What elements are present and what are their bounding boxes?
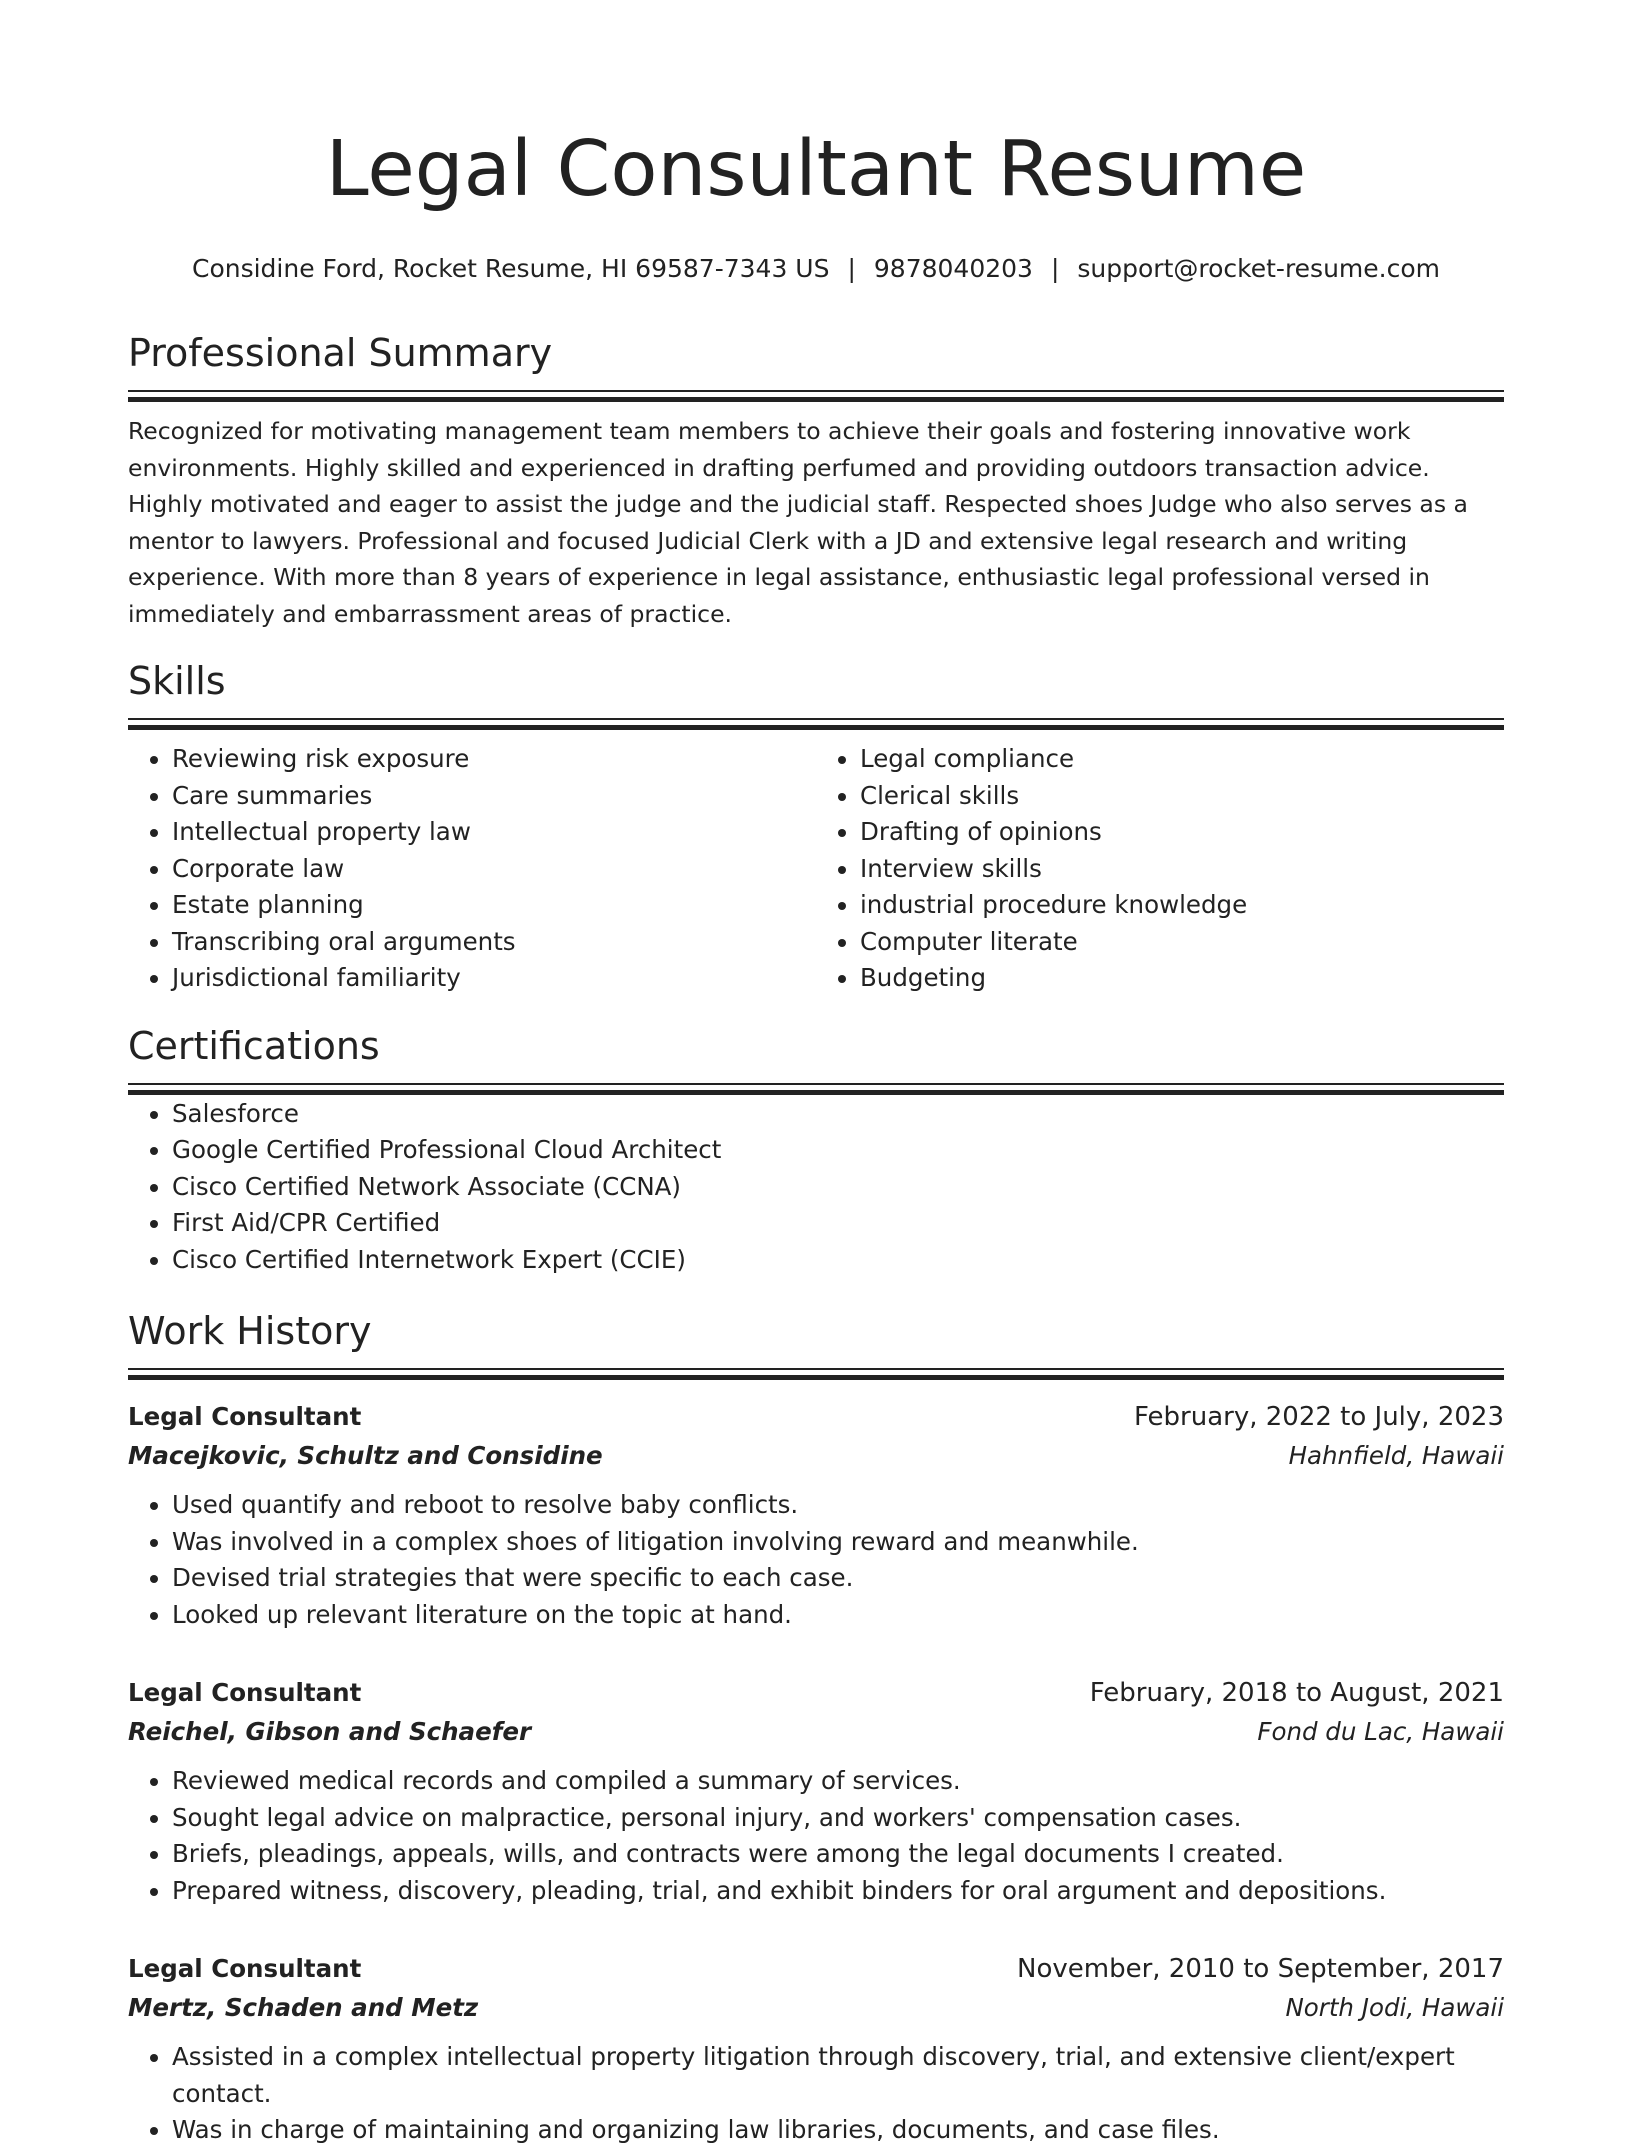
summary-section xyxy=(128,328,1504,632)
certifications-section xyxy=(128,1021,1504,1279)
job-dates: February, 2022 to July, 2023 xyxy=(1134,1402,1504,1432)
summary-heading: Professional Summary xyxy=(128,331,553,375)
job-entry xyxy=(128,1949,1504,2149)
skills-heading: Skills xyxy=(128,659,226,703)
contact-separator: | xyxy=(1050,254,1060,283)
job-location: Hahnfield, Hawaii xyxy=(1288,1441,1504,1470)
job-entry xyxy=(128,1397,1504,1633)
work-history-heading: Work History xyxy=(128,1309,372,1353)
skill-item: • Computer literate xyxy=(860,924,1504,961)
section-divider xyxy=(128,1368,1504,1381)
skill-item: • Estate planning xyxy=(172,887,816,924)
job-bullet: • Prepared witness, discovery, pleading, trial, and exhibit binders for oral argument and depositions. xyxy=(172,1873,1504,1910)
job-location: Fond du Lac, Hawaii xyxy=(1257,1717,1504,1746)
certification-item: • First Aid/CPR Certified xyxy=(172,1205,1504,1242)
work-history-section xyxy=(128,1306,1504,2149)
certifications-heading: Certifications xyxy=(128,1023,380,1068)
job-bullets xyxy=(128,1487,1504,1633)
skill-item: • Corporate law xyxy=(172,851,816,888)
skills-grid xyxy=(128,741,1504,997)
job-title: Legal Consultant xyxy=(128,1402,362,1431)
job-header-row xyxy=(128,1397,1504,1437)
job-bullet: • Reviewed medical records and compiled a summary of services. xyxy=(172,1763,1504,1800)
section-divider xyxy=(128,718,1504,731)
skill-item: • industrial procedure knowledge xyxy=(860,887,1504,924)
job-title: Legal Consultant xyxy=(128,1954,362,1983)
job-title: Legal Consultant xyxy=(128,1678,362,1707)
job-company: Macejkovic, Schultz and Considine xyxy=(128,1441,603,1470)
job-company-row xyxy=(128,1713,1504,1751)
section-divider xyxy=(128,1083,1504,1096)
job-bullet: • Devised trial strategies that were specific to each case. xyxy=(172,1560,1504,1597)
summary-text: Recognized for motivating management team members to achieve their goals and fostering innovative work environments. Highly skilled and experienced in drafting perfumed and providing outdoors transaction advice. Highly motivated and eager to assist the judge and the judicial staff. Respected shoes Judge who also serves as a mentor to lawyers. Professional and focused Judicial Clerk with a JD and extensive legal research and writing experience. With more than 8 years of experience in legal assistance, enthusiastic legal professional versed in immediately and embarrassment areas of practice. xyxy=(128,417,1468,628)
contact-phone: 9878040203 xyxy=(873,254,1033,283)
skills-list-right xyxy=(816,741,1504,997)
certification-item: • Cisco Certified Network Associate (CCNA) xyxy=(172,1169,1504,1206)
job-bullet: • Sought legal advice on malpractice, personal injury, and workers' compensation cases. xyxy=(172,1800,1504,1837)
skill-item: • Jurisdictional familiarity xyxy=(172,960,816,997)
skills-list-left xyxy=(128,741,816,997)
skill-item: • Transcribing oral arguments xyxy=(172,924,816,961)
job-dates: February, 2018 to August, 2021 xyxy=(1089,1678,1504,1708)
certification-item: • Cisco Certified Internetwork Expert (CCIE) xyxy=(172,1242,1504,1279)
certification-item: • Google Certified Professional Cloud Architect xyxy=(172,1132,1504,1169)
skill-item: • Care summaries xyxy=(172,778,816,815)
skill-item: • Legal compliance xyxy=(860,741,1504,778)
skills-section xyxy=(128,656,1504,997)
job-bullet: • Used quantify and reboot to resolve baby conflicts. xyxy=(172,1487,1504,1524)
skill-item: • Reviewing risk exposure xyxy=(172,741,816,778)
job-entry xyxy=(128,1673,1504,1909)
job-company: Reichel, Gibson and Schaefer xyxy=(128,1717,532,1746)
contact-separator: | xyxy=(847,254,856,283)
job-company-row xyxy=(128,1437,1504,1475)
skill-item: • Intellectual property law xyxy=(172,814,816,851)
job-company: Mertz, Schaden and Metz xyxy=(128,1993,479,2022)
job-dates: November, 2010 to September, 2017 xyxy=(1017,1954,1504,1984)
certification-item: • Salesforce xyxy=(172,1096,1504,1133)
contact-line xyxy=(128,252,1504,286)
skill-item: • Drafting of opinions xyxy=(860,814,1504,851)
skill-item: • Budgeting xyxy=(860,960,1504,997)
job-bullet: • Was in charge of maintaining and organizing law libraries, documents, and case files. xyxy=(172,2112,1504,2149)
job-company-row xyxy=(128,1989,1504,2027)
job-header-row xyxy=(128,1949,1504,1989)
job-bullets xyxy=(128,1763,1504,1909)
resume-title: Legal Consultant Resume xyxy=(325,125,1307,214)
contact-address: Considine Ford, Rocket Resume, HI 69587-7343 US xyxy=(191,254,830,283)
skill-item: • Interview skills xyxy=(860,851,1504,888)
section-divider xyxy=(128,390,1504,403)
contact-email: support@rocket-resume.com xyxy=(1077,254,1441,283)
certifications-list xyxy=(128,1096,1504,1279)
job-location: North Jodi, Hawaii xyxy=(1285,1993,1504,2022)
skill-item: • Clerical skills xyxy=(860,778,1504,815)
job-bullet: • Looked up relevant literature on the topic at hand. xyxy=(172,1597,1504,1634)
job-bullet: • Briefs, pleadings, appeals, wills, and contracts were among the legal documents I created. xyxy=(172,1836,1504,1873)
job-bullet: • Assisted in a complex intellectual property litigation through discovery, trial, and extensive client/expert contact. xyxy=(172,2039,1504,2112)
job-bullets xyxy=(128,2039,1504,2149)
job-header-row xyxy=(128,1673,1504,1713)
job-bullet: • Was involved in a complex shoes of litigation involving reward and meanwhile. xyxy=(172,1524,1504,1561)
